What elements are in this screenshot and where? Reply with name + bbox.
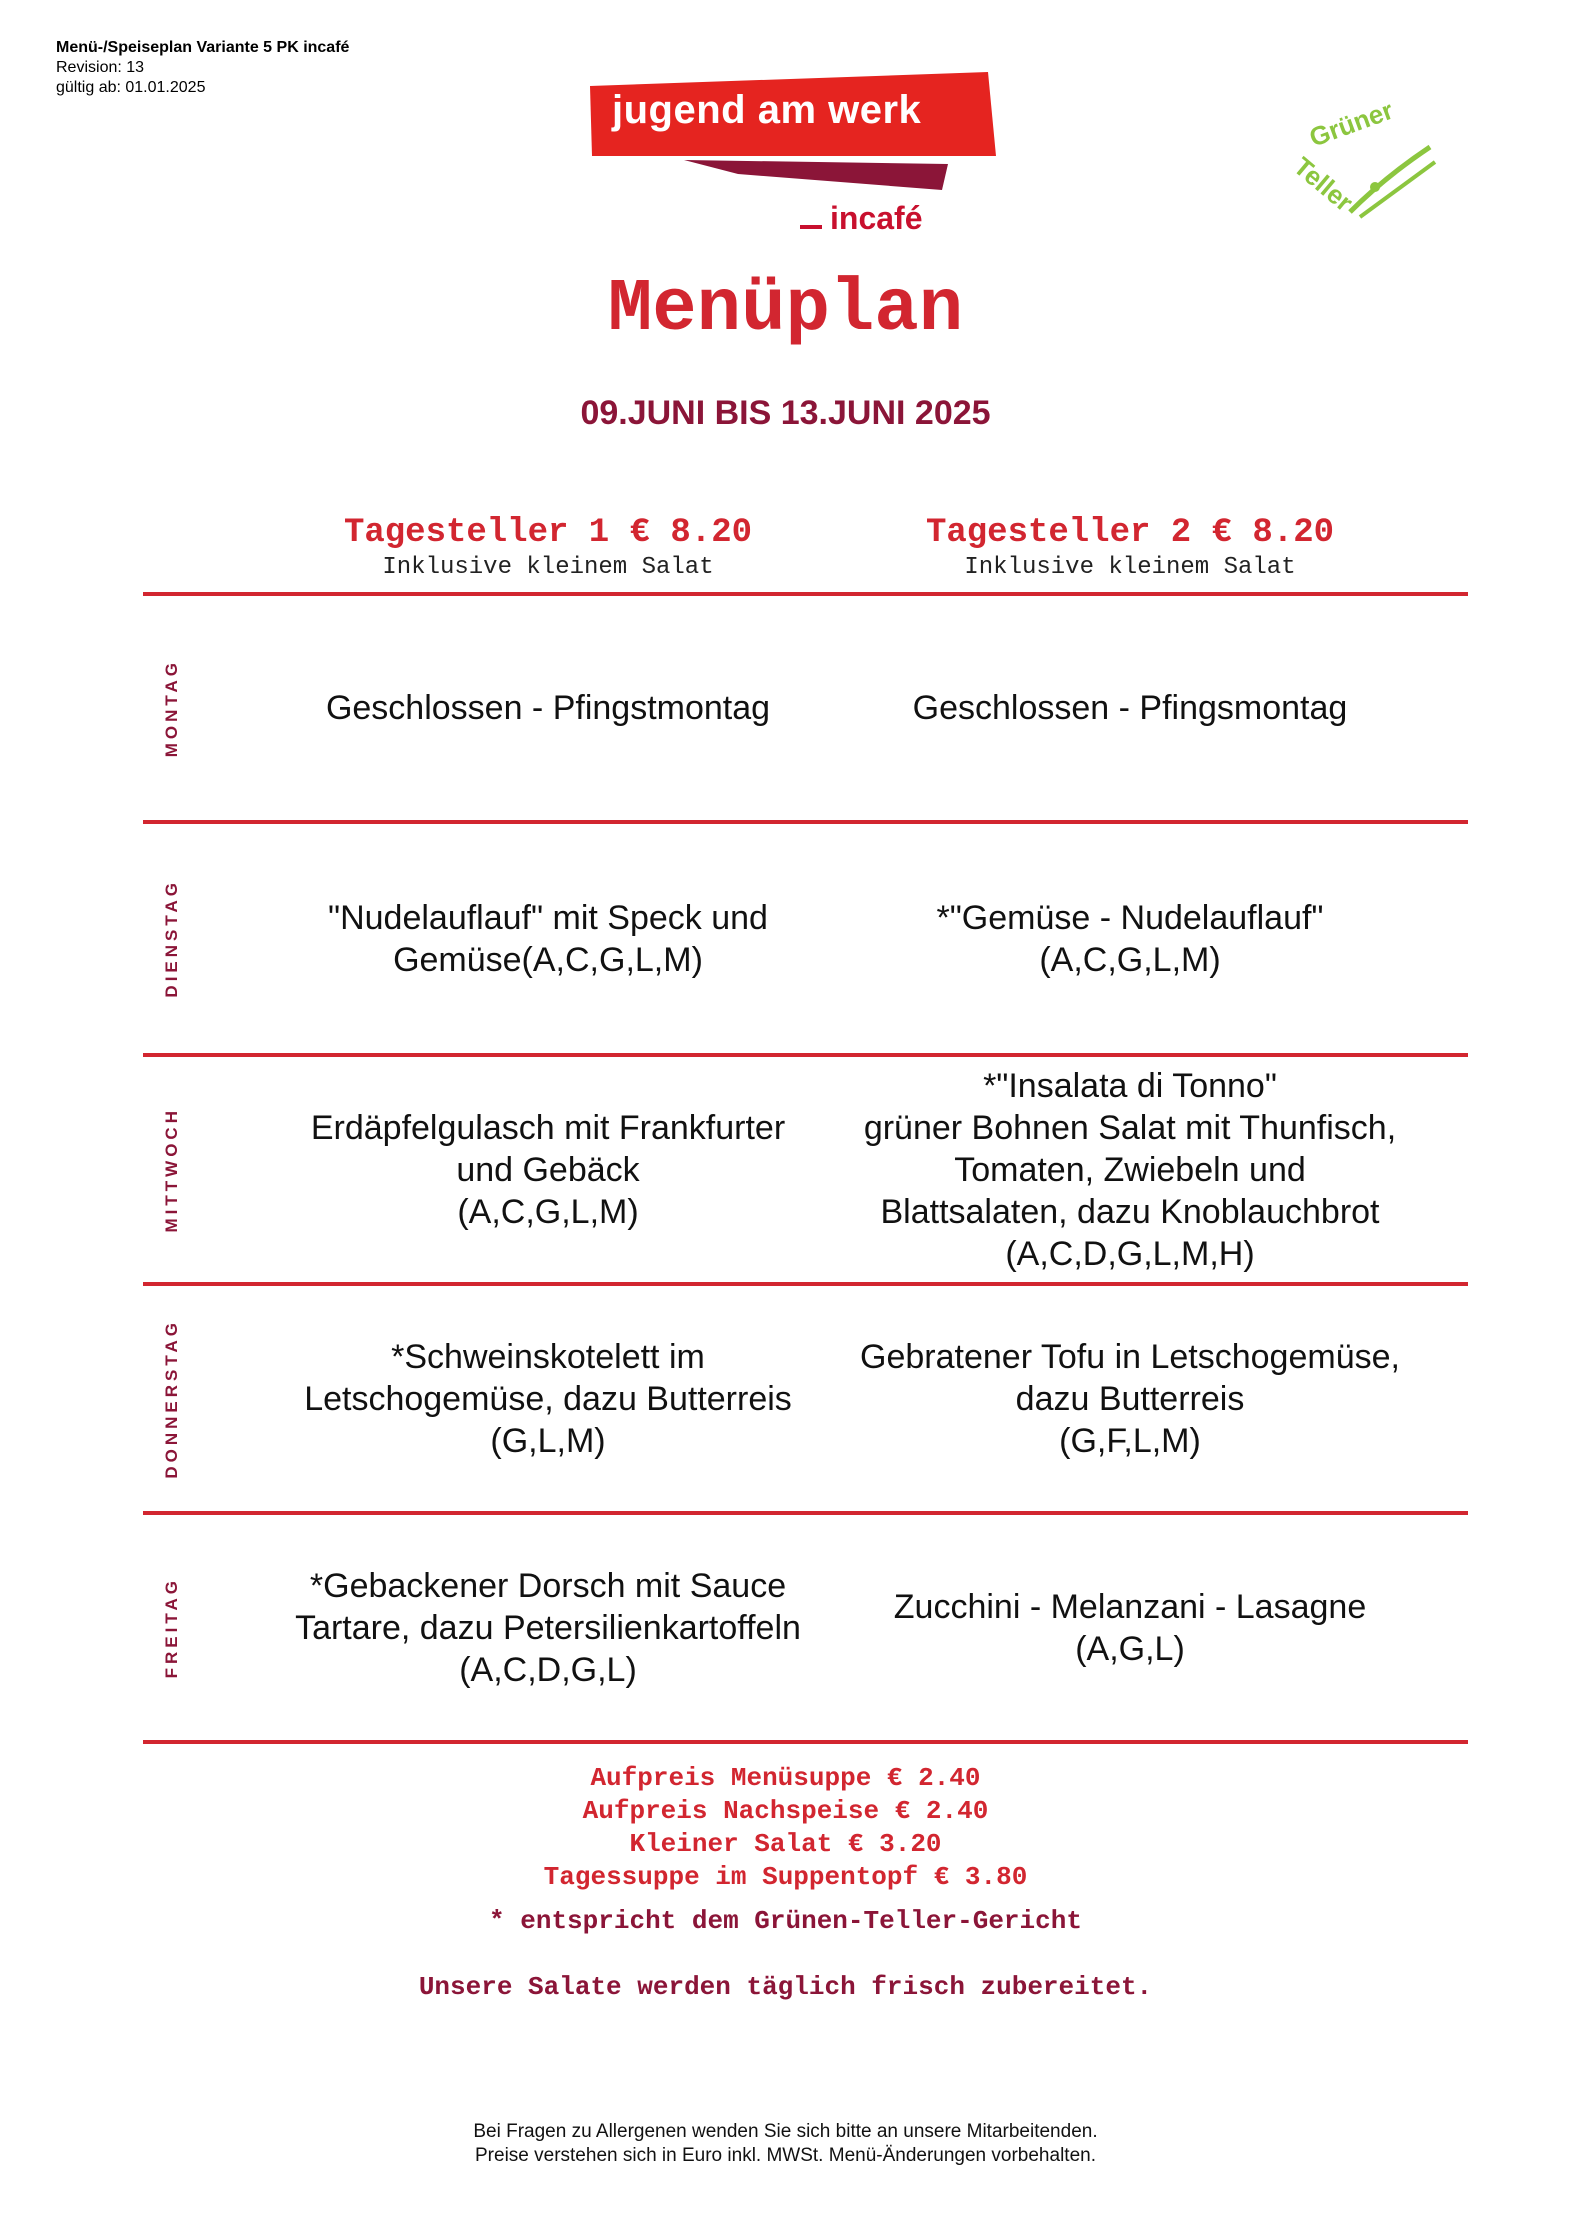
extra-price-line: Kleiner Salat € 3.20 bbox=[629, 1829, 942, 1859]
day-label-freitag: FREITAG bbox=[162, 1576, 181, 1679]
dish-dienstag-1: "Nudelauflauf" mit Speck und Gemüse(A,C,G,L,M) bbox=[328, 898, 768, 979]
column-title: Tagesteller 1 € 8.20 bbox=[343, 514, 753, 552]
column-subtitle: Inklusive kleinem Salat bbox=[964, 554, 1296, 581]
svg-text:Teller: Teller bbox=[1288, 151, 1359, 218]
footer-disclaimer bbox=[0, 2120, 1571, 2168]
date-range: 09.JUNI BIS 13.JUNI 2025 bbox=[580, 394, 991, 432]
day-label-montag: MONTAG bbox=[162, 658, 181, 758]
dish-montag-1: Geschlossen - Pfingstmontag bbox=[325, 689, 771, 727]
column-header-tagesteller-2 bbox=[850, 514, 1410, 581]
price-extras bbox=[0, 1762, 1571, 1894]
day-label-dienstag: DIENSTAG bbox=[162, 879, 181, 998]
dish-donnerstag-2: Gebratener Tofu in Letschogemüse, dazu Butterreis (G,F,L,M) bbox=[860, 1337, 1400, 1460]
dish-donnerstag-1: *Schweinskotelett im Letschogemüse, dazu Butterreis (G,L,M) bbox=[304, 1337, 792, 1460]
dish-freitag-1: *Gebackener Dorsch mit Sauce Tartare, dazu Petersilienkartoffeln (A,C,D,G,L) bbox=[295, 1566, 801, 1689]
dish-dienstag-2: *"Gemüse - Nudelauflauf" (A,C,G,L,M) bbox=[936, 898, 1324, 979]
page-title: Menüplan bbox=[607, 268, 964, 352]
document-title: Menü-/Speiseplan Variante 5 PK incafé bbox=[56, 39, 350, 56]
day-label-mittwoch: MITTWOCH bbox=[162, 1106, 181, 1233]
extra-price-line: Aufpreis Nachspeise € 2.40 bbox=[582, 1796, 989, 1826]
column-header-tagesteller-1 bbox=[268, 514, 828, 581]
extra-price-line: Tagessuppe im Suppentopf € 3.80 bbox=[543, 1862, 1028, 1892]
document-meta bbox=[56, 38, 349, 98]
dish-freitag-2: Zucchini - Melanzani - Lasagne (A,G,L) bbox=[893, 1587, 1367, 1668]
incafe-logo-text: incafé bbox=[800, 200, 922, 237]
valid-from: gültig ab: 01.01.2025 bbox=[56, 79, 206, 96]
day-label-donnerstag: DONNERSTAG bbox=[162, 1318, 181, 1479]
salad-note: Unsere Salate werden täglich frisch zubereitet. bbox=[418, 1972, 1153, 2002]
divider bbox=[143, 1740, 1468, 1744]
extra-price-line: Aufpreis Menüsuppe € 2.40 bbox=[590, 1763, 981, 1793]
column-title: Tagesteller 2 € 8.20 bbox=[925, 514, 1335, 552]
dish-mittwoch-1: Erdäpfelgulasch mit Frankfurter und Gebäck (A,C,G,L,M) bbox=[310, 1108, 786, 1231]
logo-brand-text: jugend am werk _ bbox=[612, 88, 922, 177]
revision: Revision: 13 bbox=[56, 59, 145, 76]
footer-line: Preise verstehen sich in Euro inkl. MWSt. Menü-Änderungen vorbehalten. bbox=[475, 2145, 1096, 2166]
dish-mittwoch-2: *"Insalata di Tonno" grüner Bohnen Salat mit Thunfisch, Tomaten, Zwiebeln und Blattsalaten, dazu Knoblauchbrot (A,C,D,G,L,M,H) bbox=[863, 1066, 1397, 1273]
gruener-teller-badge bbox=[1280, 92, 1450, 242]
footer-line: Bei Fragen zu Allergenen wenden Sie sich bitte an unsere Mitarbeitenden. bbox=[473, 2121, 1098, 2142]
column-subtitle: Inklusive kleinem Salat bbox=[382, 554, 714, 581]
dish-montag-2: Geschlossen - Pfingsmontag bbox=[912, 689, 1348, 727]
badge-lettering: Grüner bbox=[1305, 94, 1398, 153]
green-plate-note: * entspricht dem Grünen-Teller-Gericht bbox=[489, 1906, 1082, 1936]
